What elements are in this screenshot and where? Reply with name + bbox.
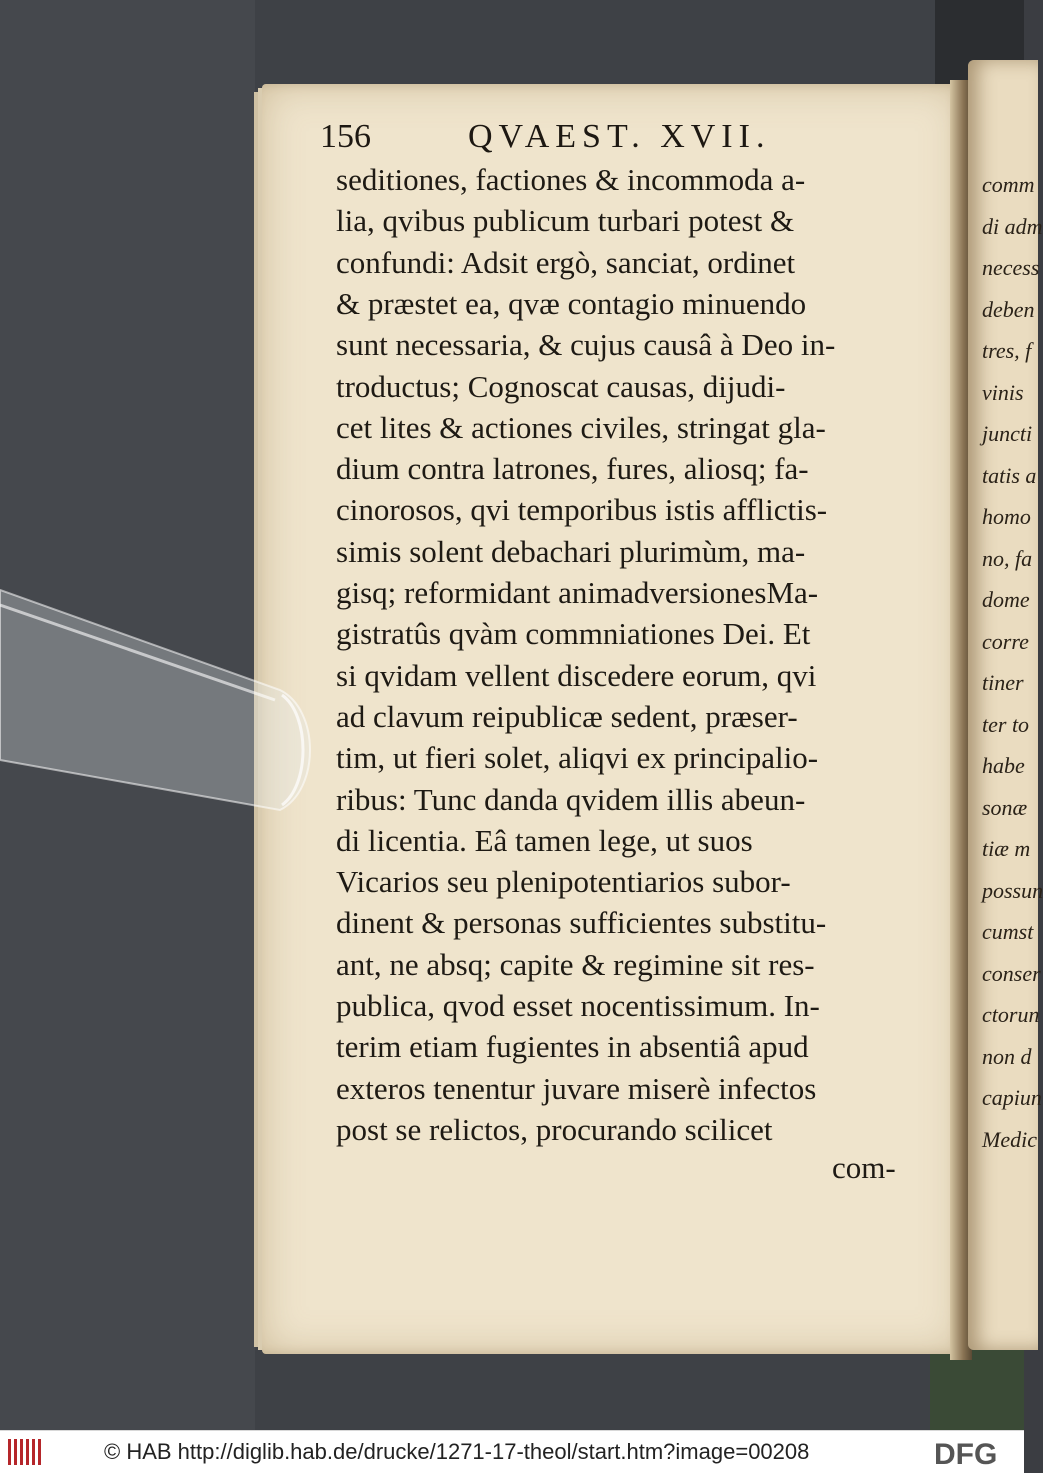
- facing-page-word: di adm: [982, 213, 1043, 239]
- facing-page-word: ter to: [982, 711, 1030, 737]
- text-line: cet lites & actiones civiles, stringat gla-: [336, 409, 826, 445]
- text-line: si qvidam vellent discedere eorum, qvi: [336, 657, 817, 693]
- facing-page-word: homo: [982, 504, 1031, 529]
- facing-page-word: cumst: [982, 919, 1034, 944]
- text-line: di licentia. Eâ tamen lege, ut suos: [336, 822, 753, 858]
- facing-page-word: habe: [982, 753, 1025, 778]
- facing-page-word: possun: [982, 877, 1043, 903]
- running-title: QVAEST. XVII.: [468, 118, 771, 155]
- facing-page-word: tiner: [982, 670, 1024, 695]
- facing-page-word: juncti: [982, 421, 1033, 446]
- text-line: post se relictos, procurando scilicet: [336, 1111, 773, 1147]
- facing-page-word: capiun: [982, 1085, 1042, 1110]
- facing-page-word: Medic: [982, 1126, 1037, 1152]
- facing-page-word: tatis a: [982, 462, 1037, 488]
- text-line: dium contra latrones, fures, aliosq; fa-: [336, 451, 809, 487]
- text-line: ad clavum reipublicæ sedent, præser-: [336, 698, 798, 734]
- text-line: ant, ne absq; capite & regimine sit res-: [336, 946, 815, 982]
- text-line: sunt necessaria, & cujus causâ à Deo in-: [336, 327, 836, 363]
- facing-page-word: necess: [982, 255, 1040, 280]
- facing-page-word: comm: [982, 172, 1035, 197]
- facing-page-word: sonæ: [982, 794, 1028, 820]
- text-line: Vicarios seu plenipotentiarios subor-: [336, 864, 791, 900]
- text-line: ribus: Tunc danda qvidem illis abeun-: [336, 781, 806, 817]
- page-number: 156: [320, 118, 371, 155]
- text-line: lia, qvibus publicum turbari potest &: [336, 203, 795, 239]
- text-line: confundi: Adsit ergò, sanciat, ordinet: [336, 244, 796, 280]
- glass-weight-strip: [0, 560, 330, 1080]
- facing-page-word: ctorun: [982, 1002, 1040, 1027]
- catchword: com-: [832, 1150, 896, 1185]
- footer-bar: [0, 1430, 1024, 1473]
- dfg-logo-label: DFG: [934, 1438, 998, 1471]
- facing-page-word: no, fa: [982, 545, 1033, 571]
- facing-page-word: dome: [982, 587, 1030, 612]
- facing-page-word: tiæ m: [982, 836, 1031, 861]
- facing-page-word: non d: [982, 1043, 1032, 1069]
- text-line: gisq; reformidant animadversionesMa-: [336, 575, 819, 610]
- facing-page-fragment: [968, 60, 1043, 1350]
- text-line: seditiones, factiones & incommoda a-: [336, 162, 806, 197]
- facing-page-word: conser: [982, 960, 1041, 986]
- text-line: tim, ut fieri solet, aliqvi ex principalio-: [336, 740, 819, 776]
- text-line: simis solent debachari plurimùm, ma-: [336, 533, 806, 569]
- dfg-logo: [934, 1436, 1018, 1471]
- copyright-url: © HAB http://diglib.hab.de/drucke/1271-17-theol/start.htm?image=00208: [104, 1439, 810, 1464]
- text-line: exteros tenentur juvare miserè infectos: [336, 1070, 817, 1106]
- facing-page-word: corre: [982, 628, 1029, 654]
- text-line: troductus; Cognoscat causas, dijudi-: [336, 368, 786, 404]
- text-line: & præstet ea, qvæ contagio minuendo: [336, 285, 807, 321]
- hab-library-icon: [6, 1435, 46, 1469]
- text-line: dinent & personas sufficientes substitu-: [336, 905, 827, 941]
- facing-page-word: deben: [982, 296, 1035, 322]
- text-line: publica, qvod esset nocentissimum. In-: [336, 988, 820, 1023]
- text-line: terim etiam fugientes in absentiâ apud: [336, 1029, 809, 1065]
- text-line: gistratûs qvàm commniationes Dei. Et: [336, 616, 811, 652]
- text-line: cinorosos, qvi temporibus istis afflictis-: [336, 492, 828, 528]
- facing-page-word: vinis: [982, 379, 1024, 405]
- facing-page-word: tres, f: [982, 338, 1032, 363]
